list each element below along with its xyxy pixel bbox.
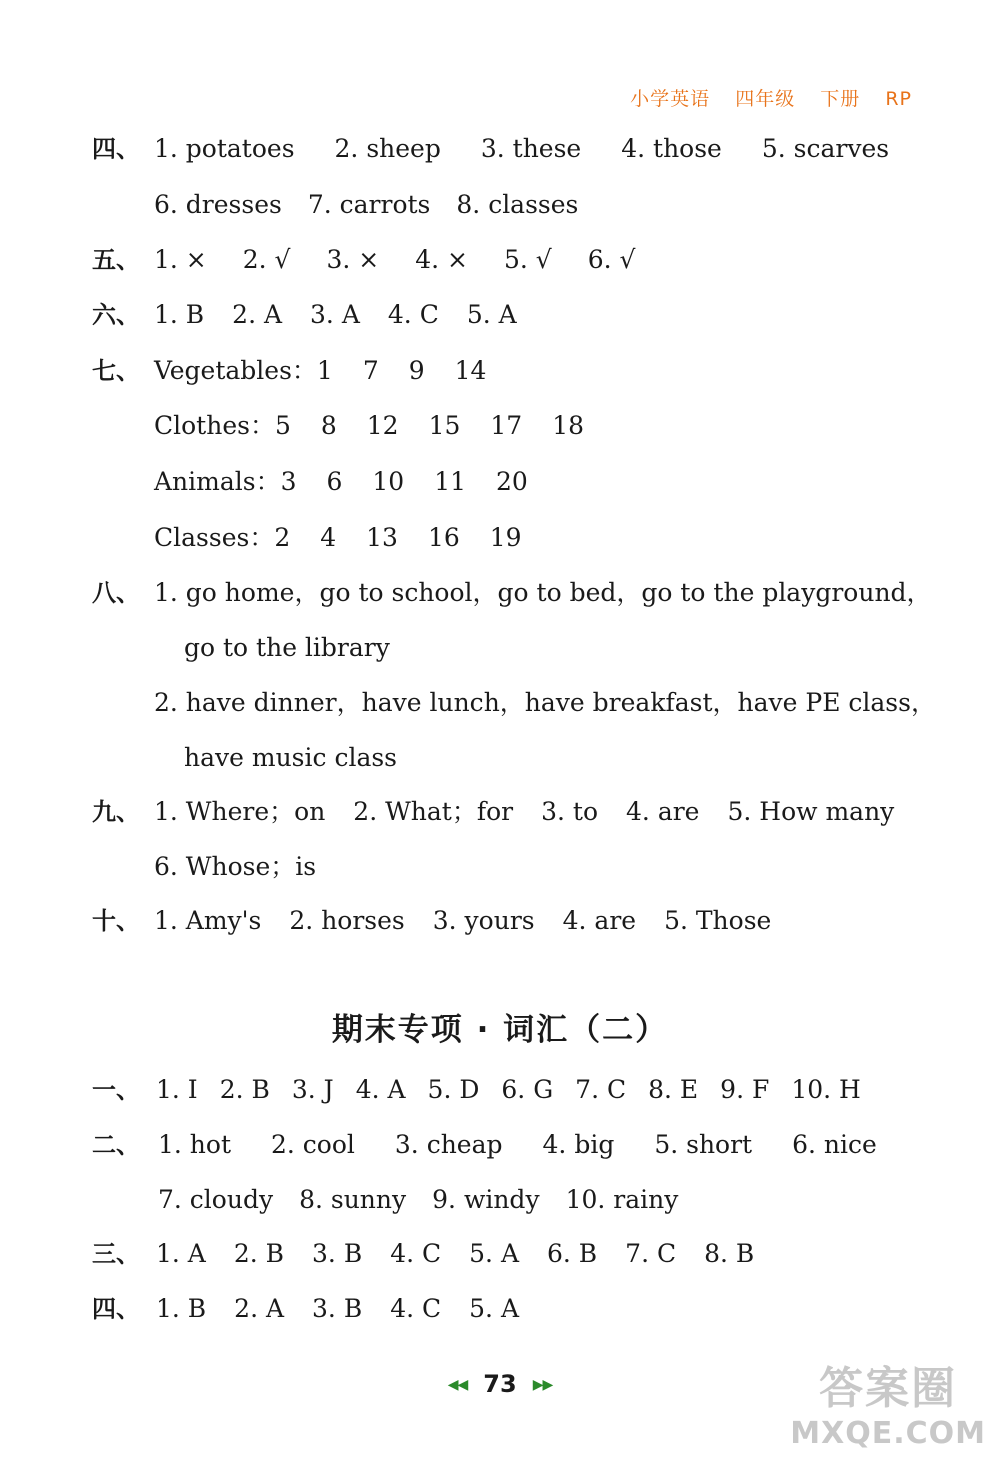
answer-row	[0, 738, 1000, 778]
answer-line	[154, 847, 316, 887]
answer-item: Classes：2	[154, 523, 291, 552]
answer-item: 5. How many	[727, 797, 895, 826]
answer-item: 5. short	[654, 1130, 753, 1159]
question-number: 二、	[92, 1131, 140, 1159]
answer-item: 4. C	[387, 300, 439, 329]
answer-item: 3. cheap	[394, 1130, 503, 1159]
answer-item: 8	[320, 411, 337, 440]
answer-item: 3. ×	[326, 245, 380, 274]
answer-row	[0, 295, 1000, 335]
answer-line	[154, 462, 528, 502]
answer-line	[154, 129, 889, 169]
answer-item: 9. windy	[432, 1185, 540, 1214]
answer-item: 4	[320, 523, 337, 552]
question-number: 四、	[92, 1295, 140, 1323]
answer-row	[0, 628, 1000, 668]
question-number: 五、	[92, 246, 140, 274]
answer-line	[154, 901, 771, 941]
answer-item: 4. A	[355, 1075, 406, 1104]
answer-item: 6. dresses	[154, 190, 282, 219]
answer-row	[0, 406, 1000, 446]
answer-line	[156, 1070, 861, 1110]
answer-item: 2. What；for	[353, 797, 514, 826]
answer-item: 6. nice	[792, 1130, 877, 1159]
answer-item: 19	[489, 523, 522, 552]
answer-item: 10. H	[791, 1075, 861, 1104]
watermark	[790, 1352, 986, 1451]
answer-item: 6. G	[501, 1075, 554, 1104]
answer-row	[0, 901, 1000, 941]
answer-item: 3. A	[310, 300, 360, 329]
answer-item: 5. A	[466, 300, 517, 329]
answer-item: 4. big	[542, 1130, 615, 1159]
header-subject: 小学英语	[630, 88, 711, 110]
answer-line	[154, 792, 894, 832]
answer-item: 8. sunny	[299, 1185, 407, 1214]
answer-item: 16	[427, 523, 460, 552]
answer-item: 6. Whose；is	[154, 852, 317, 881]
left-arrows-icon: ◀◀	[447, 1377, 468, 1393]
answer-text: 2. have dinner，have lunch，have breakfast，have PE class，	[154, 688, 936, 717]
answer-item: 7. C	[575, 1075, 627, 1104]
answer-line	[154, 406, 584, 446]
answer-item: 14	[454, 356, 487, 385]
question-number: 四、	[92, 135, 140, 163]
answer-text: have music class	[184, 743, 398, 772]
answer-item: 1. potatoes	[154, 134, 295, 163]
answer-item: Vegetables：1	[154, 356, 333, 385]
answer-item: 1. B	[156, 1294, 207, 1323]
answer-item: 7. cloudy	[158, 1185, 274, 1214]
answer-text: 1. go home，go to school，go to bed，go to the playground，	[154, 578, 932, 607]
answer-item: 13	[366, 523, 398, 552]
section-title: 期末专项 · 词汇（二）	[331, 1012, 669, 1048]
answer-item: 7. carrots	[307, 190, 431, 219]
answer-item: 5. A	[469, 1294, 519, 1323]
answer-item: 6. √	[587, 245, 636, 274]
header-edition: RP	[885, 88, 912, 110]
answer-item: 1. I	[156, 1075, 198, 1104]
question-number: 六、	[92, 301, 140, 329]
answer-row	[0, 462, 1000, 502]
answer-item: 5. scarves	[761, 134, 890, 163]
answer-item: 18	[552, 411, 585, 440]
page-header	[612, 84, 912, 111]
answer-row	[0, 1180, 1000, 1220]
answer-item: 4. C	[390, 1294, 442, 1323]
answer-row	[0, 683, 1000, 723]
answer-item: 7	[362, 356, 379, 385]
answer-item: 2. horses	[289, 906, 405, 935]
answer-item: 15	[428, 411, 461, 440]
answer-line	[154, 518, 522, 558]
answer-line	[154, 240, 635, 280]
answer-line	[154, 185, 578, 225]
answer-item: 1. Amy's	[154, 906, 262, 935]
watermark-text: 答案圈	[819, 1363, 958, 1414]
answer-line	[156, 1234, 754, 1274]
answer-item: 2. cool	[271, 1130, 355, 1159]
answer-item: 6. B	[547, 1239, 598, 1268]
answer-item: 5. D	[427, 1075, 480, 1104]
header-grade: 四年级	[735, 88, 796, 110]
answer-item: 2. A	[232, 300, 283, 329]
answer-item: 1. A	[156, 1239, 206, 1268]
answer-item: 7. C	[625, 1239, 677, 1268]
answer-item: Animals：3	[154, 467, 297, 496]
answer-line	[154, 351, 486, 391]
answer-item: 1. B	[154, 300, 205, 329]
question-number: 八、	[92, 579, 140, 607]
watermark-url: MXQE.COM	[790, 1416, 986, 1451]
answer-item: 2. A	[234, 1294, 285, 1323]
answer-item: 2. B	[219, 1075, 270, 1104]
answer-item: 8. classes	[456, 190, 579, 219]
answer-item: 3. to	[541, 797, 599, 826]
answer-row	[0, 240, 1000, 280]
answer-item: 2. √	[242, 245, 291, 274]
answer-item: 20	[496, 467, 528, 496]
answer-item: 3. yours	[432, 906, 535, 935]
answer-line	[156, 1289, 519, 1329]
question-number: 九、	[92, 798, 140, 826]
answer-item: 10	[372, 467, 405, 496]
answer-row	[0, 1234, 1000, 1274]
answer-item: 12	[366, 411, 399, 440]
answer-row	[0, 351, 1000, 391]
answer-item: 8. B	[704, 1239, 755, 1268]
answer-item: 4. are	[562, 906, 637, 935]
answer-item: 6	[326, 467, 343, 496]
question-number: 三、	[92, 1240, 140, 1268]
answer-item: 3. these	[480, 134, 582, 163]
answer-row	[0, 792, 1000, 832]
question-number: 十、	[92, 907, 140, 935]
answer-item: 4. C	[390, 1239, 442, 1268]
answer-item: 2. sheep	[334, 134, 441, 163]
answer-item: 2. B	[233, 1239, 285, 1268]
answer-row	[0, 1289, 1000, 1329]
right-arrows-icon: ▶▶	[532, 1377, 553, 1393]
question-number: 一、	[92, 1076, 140, 1104]
answer-item: 5. A	[469, 1239, 519, 1268]
answer-item: 9	[408, 356, 425, 385]
answer-item: 3. J	[291, 1075, 334, 1104]
answer-item: 5. Those	[664, 906, 772, 935]
answer-item: 1. hot	[158, 1130, 231, 1159]
answer-row	[0, 847, 1000, 887]
answer-item: 4. ×	[415, 245, 468, 274]
header-volume: 下册	[820, 88, 861, 110]
answer-line	[158, 1180, 678, 1220]
answer-row	[0, 573, 1000, 613]
answer-item: 9. F	[720, 1075, 770, 1104]
answer-row	[0, 518, 1000, 558]
answer-row	[0, 1125, 1000, 1165]
answer-text: go to the library	[184, 633, 390, 662]
answer-item: 17	[490, 411, 523, 440]
answer-item: 5. √	[503, 245, 552, 274]
answer-row	[0, 185, 1000, 225]
answer-item: 3. B	[312, 1294, 363, 1323]
answer-item: 1. ×	[154, 245, 207, 274]
question-number: 七、	[92, 357, 140, 385]
answer-item: 8. E	[648, 1075, 699, 1104]
answer-row	[0, 1070, 1000, 1110]
answer-item: 11	[434, 467, 467, 496]
answer-item: 3. B	[312, 1239, 363, 1268]
answer-item: 4. are	[626, 797, 700, 826]
answer-item: 1. Where；on	[154, 797, 326, 826]
answer-row	[0, 129, 1000, 169]
answer-item: 10. rainy	[565, 1185, 679, 1214]
answer-item: Clothes：5	[154, 411, 291, 440]
answer-line	[154, 295, 517, 335]
answer-item: 4. those	[621, 134, 722, 163]
answer-line	[158, 1125, 877, 1165]
page-number: 73	[483, 1370, 517, 1398]
